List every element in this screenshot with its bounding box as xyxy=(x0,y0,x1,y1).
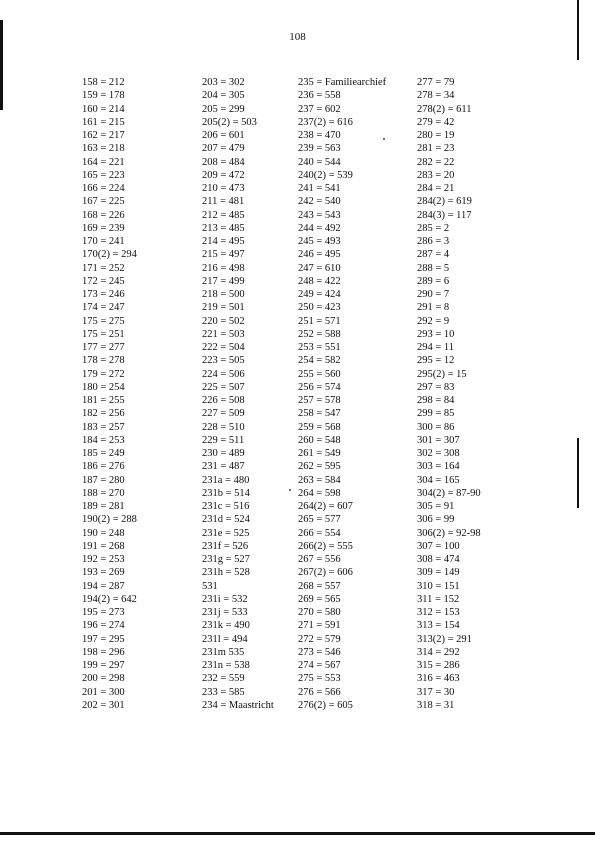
index-entry: 231i = 532 xyxy=(202,593,248,605)
index-entry: 300 = 86 xyxy=(417,421,455,433)
index-entry: 183 = 257 xyxy=(82,421,125,433)
index-entry: 270 = 580 xyxy=(298,607,341,618)
index-entry: 248 = 422 xyxy=(298,275,341,287)
index-entry: 231f = 526 xyxy=(202,540,249,552)
index-entry: 278(2) = 611 xyxy=(417,103,472,115)
index-entry: 251 = 571 xyxy=(298,315,341,327)
index-entry: 301 = 307 xyxy=(417,434,460,446)
index-entry: 297 = 83 xyxy=(417,381,455,393)
scan-speck xyxy=(383,138,385,140)
index-entry: 267 = 556 xyxy=(298,554,341,565)
index-entry: 231l = 494 xyxy=(202,633,248,645)
index-entry: 240 = 544 xyxy=(298,156,341,168)
index-entry: 205 = 299 xyxy=(202,103,245,115)
index-entry: 307 = 100 xyxy=(417,540,460,552)
index-entry: 187 = 280 xyxy=(82,474,125,486)
index-entry: 244 = 492 xyxy=(298,222,341,234)
index-entry: 181 = 255 xyxy=(82,395,125,406)
index-entry: 215 = 497 xyxy=(202,249,245,261)
index-entry: 257 = 578 xyxy=(298,395,341,406)
index-entry: 222 = 504 xyxy=(202,342,245,353)
index-entry: 190(2) = 288 xyxy=(82,514,137,526)
index-entry: 204 = 305 xyxy=(202,90,245,102)
index-entry: 284(3) = 117 xyxy=(417,209,472,221)
index-entry: 283 = 20 xyxy=(417,169,455,181)
index-entry: 202 = 301 xyxy=(82,699,125,711)
index-entry: 212 = 485 xyxy=(202,209,245,221)
index-entry: 315 = 286 xyxy=(417,660,460,671)
index-column-3 xyxy=(298,76,418,712)
index-entry: 264(2) = 607 xyxy=(298,501,353,512)
index-column-4 xyxy=(417,76,522,712)
index-entry: 304 = 165 xyxy=(417,474,460,486)
index-entry: 217 = 499 xyxy=(202,275,245,287)
page-number: 108 xyxy=(289,31,306,43)
index-entry: 191 = 268 xyxy=(82,540,125,552)
index-entry: 177 = 277 xyxy=(82,342,125,353)
index-entry: 277 = 79 xyxy=(417,77,455,88)
index-entry: 185 = 249 xyxy=(82,448,125,459)
index-entry: 287 = 4 xyxy=(417,249,450,261)
index-entry: 169 = 239 xyxy=(82,222,125,234)
index-entry: 231 = 487 xyxy=(202,461,245,473)
index-entry: 225 = 507 xyxy=(202,381,245,393)
index-entry: 236 = 558 xyxy=(298,90,341,102)
index-entry: 193 = 269 xyxy=(82,567,125,579)
index-entry: 184 = 253 xyxy=(82,434,125,446)
index-entry: 197 = 295 xyxy=(82,633,125,645)
index-entry: 245 = 493 xyxy=(298,236,341,247)
index-entry: 242 = 540 xyxy=(298,196,341,208)
index-entry: 237(2) = 616 xyxy=(298,116,353,128)
index-entry: 231c = 516 xyxy=(202,501,250,512)
index-entry: 216 = 498 xyxy=(202,262,245,274)
index-entry: 201 = 300 xyxy=(82,686,125,698)
index-entry: 235 = Familiearchief xyxy=(298,77,387,88)
index-entry: 276(2) = 605 xyxy=(298,699,353,711)
index-entry: 275 = 553 xyxy=(298,673,341,685)
index-entry: 163 = 218 xyxy=(82,143,125,155)
index-entry: 289 = 6 xyxy=(417,275,450,287)
index-entry: 186 = 276 xyxy=(82,461,125,473)
index-entry: 207 = 479 xyxy=(202,143,245,155)
index-entry: 231j = 533 xyxy=(202,607,248,618)
index-entry: 231e = 525 xyxy=(202,527,250,539)
index-entry: 209 = 472 xyxy=(202,169,245,181)
index-entry: 206 = 601 xyxy=(202,130,245,141)
index-entry: 274 = 567 xyxy=(298,660,341,671)
index-entry: 293 = 10 xyxy=(417,328,455,340)
scan-edge-mark-right-2 xyxy=(577,438,579,508)
index-entry: 158 = 212 xyxy=(82,77,125,88)
index-entry: 282 = 22 xyxy=(417,156,455,168)
index-entry: 230 = 489 xyxy=(202,448,245,459)
index-entry: 285 = 2 xyxy=(417,222,450,234)
index-entry: 303 = 164 xyxy=(417,461,460,473)
index-entry: 279 = 42 xyxy=(417,116,455,128)
index-entry: 309 = 149 xyxy=(417,567,460,579)
index-entry: 253 = 551 xyxy=(298,342,341,353)
index-entry: 239 = 563 xyxy=(298,143,341,155)
index-entry: 306 = 99 xyxy=(417,514,455,526)
index-entry: 311 = 152 xyxy=(417,593,460,605)
index-entry: 233 = 585 xyxy=(202,686,245,698)
index-entry: 281 = 23 xyxy=(417,143,455,155)
index-entry: 240(2) = 539 xyxy=(298,169,353,181)
index-entry: 247 = 610 xyxy=(298,262,341,274)
index-entry: 255 = 560 xyxy=(298,368,341,380)
index-entry: 170(2) = 294 xyxy=(82,249,137,261)
index-entry: 272 = 579 xyxy=(298,633,341,645)
index-entry: 231g = 527 xyxy=(202,554,250,565)
index-entry: 284 = 21 xyxy=(417,183,455,194)
index-entry: 232 = 559 xyxy=(202,673,245,685)
index-entry: 284(2) = 619 xyxy=(417,196,472,208)
index-entry: 241 = 541 xyxy=(298,183,341,194)
index-entry: 299 = 85 xyxy=(417,408,455,420)
index-entry: 226 = 508 xyxy=(202,395,245,406)
index-entry: 265 = 577 xyxy=(298,514,341,526)
index-entry: 531 xyxy=(202,580,218,592)
index-entry: 305 = 91 xyxy=(417,501,455,512)
index-entry: 178 = 278 xyxy=(82,355,125,367)
index-entry: 162 = 217 xyxy=(82,130,125,141)
index-entry: 318 = 31 xyxy=(417,699,455,711)
index-entry: 219 = 501 xyxy=(202,302,245,314)
index-entry: 261 = 549 xyxy=(298,448,341,459)
index-entry: 260 = 548 xyxy=(298,434,341,446)
index-entry: 199 = 297 xyxy=(82,660,125,671)
index-entry: 231a = 480 xyxy=(202,474,250,486)
index-entry: 317 = 30 xyxy=(417,686,455,698)
index-entry: 171 = 252 xyxy=(82,262,125,274)
index-entry: 198 = 296 xyxy=(82,646,125,658)
index-entry: 286 = 3 xyxy=(417,236,450,247)
index-entry: 203 = 302 xyxy=(202,77,245,88)
index-entry: 174 = 247 xyxy=(82,302,125,314)
index-entry: 306(2) = 92-98 xyxy=(417,527,481,539)
index-entry: 218 = 500 xyxy=(202,289,245,300)
index-entry: 316 = 463 xyxy=(417,673,460,685)
index-entry: 196 = 274 xyxy=(82,620,125,632)
index-entry: 200 = 298 xyxy=(82,673,125,685)
index-entry: 256 = 574 xyxy=(298,381,341,393)
index-entry: 252 = 588 xyxy=(298,328,341,340)
index-entry: 221 = 503 xyxy=(202,328,245,340)
index-entry: 292 = 9 xyxy=(417,315,450,327)
index-entry: 175 = 251 xyxy=(82,328,125,340)
index-entry: 268 = 557 xyxy=(298,580,341,592)
index-entry: 249 = 424 xyxy=(298,289,341,300)
index-columns xyxy=(0,76,595,756)
index-entry: 290 = 7 xyxy=(417,289,450,300)
index-entry: 273 = 546 xyxy=(298,646,341,658)
index-entry: 231b = 514 xyxy=(202,487,250,499)
index-entry: 288 = 5 xyxy=(417,262,450,274)
index-entry: 170 = 241 xyxy=(82,236,125,247)
index-entry: 228 = 510 xyxy=(202,421,245,433)
index-entry: 238 = 470 xyxy=(298,130,341,141)
index-entry: 258 = 547 xyxy=(298,408,341,420)
index-entry: 223 = 505 xyxy=(202,355,245,367)
index-entry: 308 = 474 xyxy=(417,554,460,565)
index-entry: 262 = 595 xyxy=(298,461,341,473)
scan-speck xyxy=(289,489,291,491)
index-entry: 168 = 226 xyxy=(82,209,125,221)
index-entry: 266(2) = 555 xyxy=(298,540,353,552)
index-entry: 214 = 495 xyxy=(202,236,245,247)
index-entry: 213 = 485 xyxy=(202,222,245,234)
index-entry: 205(2) = 503 xyxy=(202,116,257,128)
index-entry: 267(2) = 606 xyxy=(298,567,353,579)
index-entry: 192 = 253 xyxy=(82,554,125,565)
index-entry: 234 = Maastricht xyxy=(202,699,274,711)
index-entry: 159 = 178 xyxy=(82,90,125,102)
index-entry: 250 = 423 xyxy=(298,302,341,314)
index-entry: 246 = 495 xyxy=(298,249,341,261)
index-entry: 310 = 151 xyxy=(417,580,460,592)
index-entry: 243 = 543 xyxy=(298,209,341,221)
index-entry: 302 = 308 xyxy=(417,448,460,459)
index-entry: 195 = 273 xyxy=(82,607,125,618)
index-entry: 194 = 287 xyxy=(82,580,125,592)
index-entry: 291 = 8 xyxy=(417,302,450,314)
index-entry: 164 = 221 xyxy=(82,156,125,168)
index-entry: 264 = 598 xyxy=(298,487,341,499)
index-entry: 231k = 490 xyxy=(202,620,250,632)
scan-edge-mark-bottom xyxy=(0,832,595,835)
index-entry: 220 = 502 xyxy=(202,315,245,327)
scan-edge-mark-left xyxy=(0,20,3,110)
index-entry: 211 = 481 xyxy=(202,196,245,208)
index-entry: 224 = 506 xyxy=(202,368,245,380)
index-entry: 280 = 19 xyxy=(417,130,455,141)
index-column-1 xyxy=(82,76,197,712)
index-entry: 263 = 584 xyxy=(298,474,341,486)
index-entry: 313 = 154 xyxy=(417,620,460,632)
index-entry: 172 = 245 xyxy=(82,275,125,287)
index-entry: 190 = 248 xyxy=(82,527,125,539)
index-entry: 313(2) = 291 xyxy=(417,633,472,645)
index-entry: 167 = 225 xyxy=(82,196,125,208)
index-entry: 295(2) = 15 xyxy=(417,368,467,380)
index-entry: 298 = 84 xyxy=(417,395,455,406)
index-entry: 180 = 254 xyxy=(82,381,125,393)
index-entry: 229 = 511 xyxy=(202,434,245,446)
index-entry: 210 = 473 xyxy=(202,183,245,194)
index-entry: 160 = 214 xyxy=(82,103,125,115)
index-entry: 266 = 554 xyxy=(298,527,341,539)
index-entry: 271 = 591 xyxy=(298,620,341,632)
index-entry: 175 = 275 xyxy=(82,315,125,327)
index-entry: 312 = 153 xyxy=(417,607,460,618)
index-entry: 254 = 582 xyxy=(298,355,341,367)
index-entry: 173 = 246 xyxy=(82,289,125,300)
index-entry: 227 = 509 xyxy=(202,408,245,420)
index-entry: 231m 535 xyxy=(202,646,245,658)
index-entry: 189 = 281 xyxy=(82,501,125,512)
index-entry: 161 = 215 xyxy=(82,116,125,128)
index-entry: 314 = 292 xyxy=(417,646,460,658)
index-entry: 269 = 565 xyxy=(298,593,341,605)
index-entry: 276 = 566 xyxy=(298,686,341,698)
index-entry: 194(2) = 642 xyxy=(82,593,137,605)
index-column-2 xyxy=(202,76,297,712)
index-entry: 165 = 223 xyxy=(82,169,125,181)
index-entry: 237 = 602 xyxy=(298,103,341,115)
index-entry: 188 = 270 xyxy=(82,487,125,499)
index-entry: 294 = 11 xyxy=(417,342,455,353)
index-entry: 231d = 524 xyxy=(202,514,250,526)
scan-edge-mark-right xyxy=(577,0,579,60)
index-entry: 166 = 224 xyxy=(82,183,125,194)
index-entry: 231n = 538 xyxy=(202,660,250,671)
index-entry: 295 = 12 xyxy=(417,355,455,367)
index-entry: 208 = 484 xyxy=(202,156,245,168)
index-entry: 231h = 528 xyxy=(202,567,250,579)
index-entry: 259 = 568 xyxy=(298,421,341,433)
index-entry: 179 = 272 xyxy=(82,368,125,380)
index-entry: 304(2) = 87-90 xyxy=(417,487,481,499)
index-entry: 278 = 34 xyxy=(417,90,455,102)
index-entry: 182 = 256 xyxy=(82,408,125,420)
